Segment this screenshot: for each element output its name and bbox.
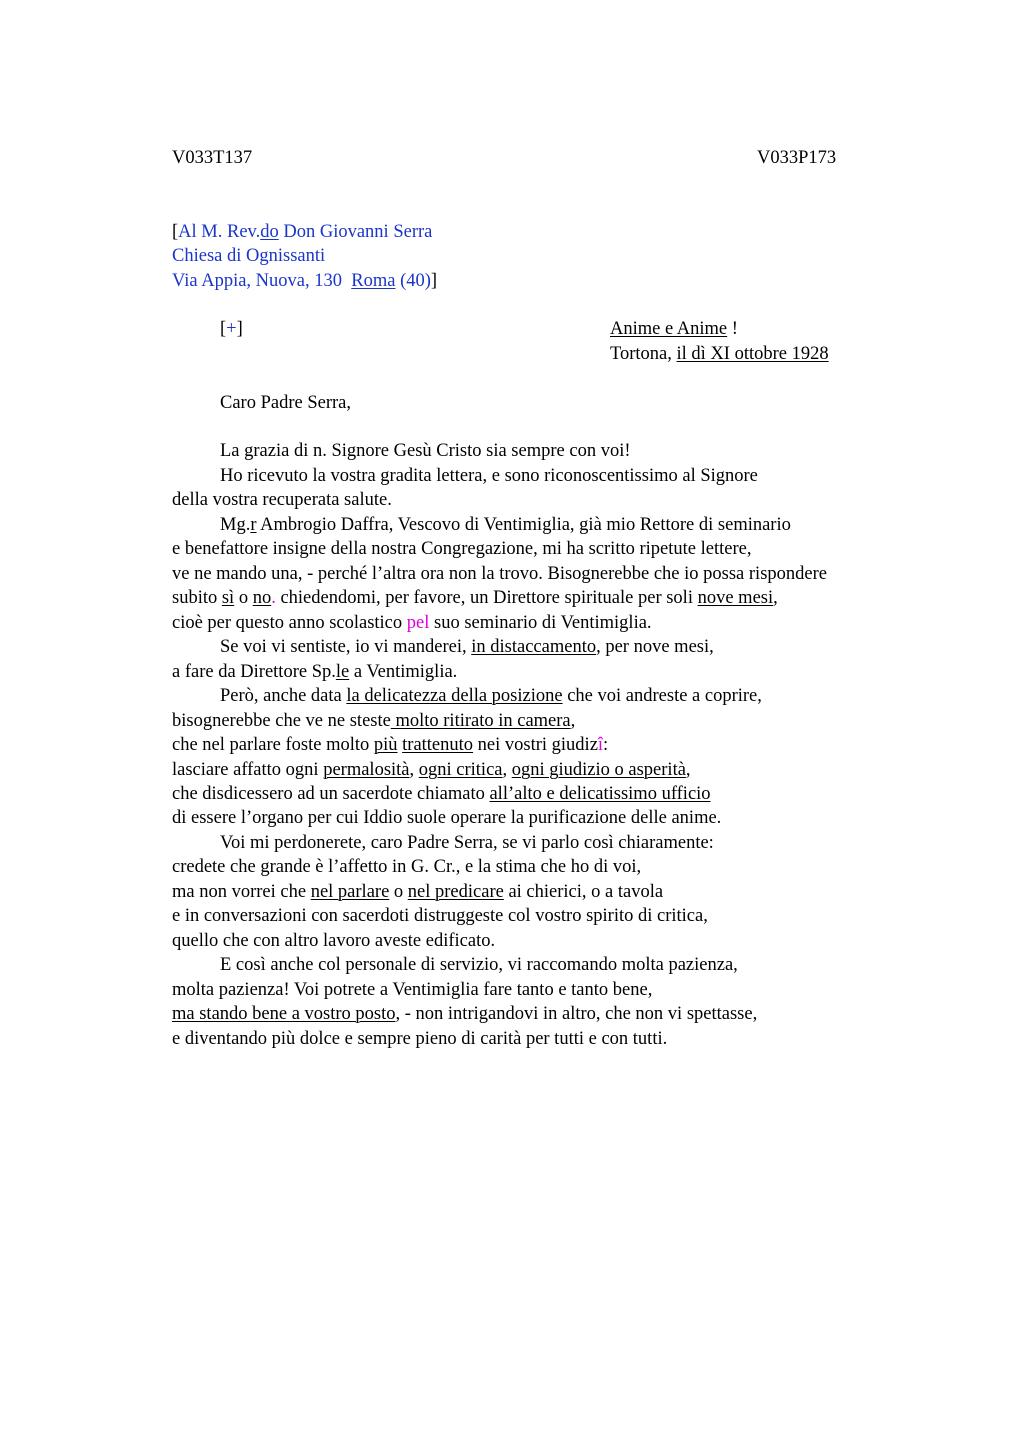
address-line-1: [Al M. Rev.do Don Giovanni Serra [172,222,433,242]
body-line: della vostra recuperata salute. [172,490,392,510]
salutation: Caro Padre Serra, [220,393,351,413]
address-line-3: Via Appia, Nuova, 130 Roma (40)] [172,271,438,291]
body-line: Se voi vi sentiste, io vi manderei, in distaccamento, per nove mesi, [220,637,714,657]
cross-mark: [+] [220,319,243,339]
body-line: e in conversazioni con sacerdoti distruggeste col vostro spirito di critica, [172,906,708,926]
motto: Anime e Anime ! [610,319,738,339]
body-line: bisognerebbe che ve ne steste molto ritirato in camera, [172,711,576,731]
address-line-2: Chiesa di Ognissanti [172,246,326,266]
body-line: cioè per questo anno scolastico pel suo seminario di Ventimiglia. [172,613,652,633]
body-line: che disdicessero ad un sacerdote chiamato all’alto e delicatissimo ufficio [172,784,711,804]
header-left-code: V033T137 [172,148,253,168]
body-line: di essere l’organo per cui Iddio suole operare la purificazione delle anime. [172,808,722,828]
place-date: Tortona, il dì XI ottobre 1928 [610,344,829,364]
body-line: e benefattore insigne della nostra Congregazione, mi ha scritto ripetute lettere, [172,539,752,559]
body-line: quello che con altro lavoro aveste edificato. [172,931,496,951]
body-line: subito sì o no. chiedendomi, per favore, un Direttore spirituale per soli nove mesi, [172,588,778,608]
body-line: credete che grande è l’affetto in G. Cr., e la stima che ho di voi, [172,857,642,877]
body-line: a fare da Direttore Sp.le a Ventimiglia. [172,662,458,682]
body-line: e diventando più dolce e sempre pieno di carità per tutti e con tutti. [172,1029,668,1049]
body-line: ve ne mando una, - perché l’altra ora non la trovo. Bisognerebbe che io possa rispondere [172,564,827,584]
header-right-code: V033P173 [757,148,837,168]
body-line: ma non vorrei che nel parlare o nel predicare ai chierici, o a tavola [172,882,664,902]
body-line: Però, anche data la delicatezza della posizione che voi andreste a coprire, [220,686,762,706]
body-line: lasciare affatto ogni permalosità, ogni critica, ogni giudizio o asperità, [172,760,691,780]
body-line: Mg.r Ambrogio Daffra, Vescovo di Ventimiglia, già mio Rettore di seminario [220,515,791,535]
body-line: Voi mi perdonerete, caro Padre Serra, se vi parlo così chiaramente: [220,833,714,853]
body-line: ma stando bene a vostro posto, - non intrigandovi in altro, che non vi spettasse, [172,1004,758,1024]
body-line: La grazia di n. Signore Gesù Cristo sia sempre con voi! [220,441,631,461]
body-line: molta pazienza! Voi potrete a Ventimiglia fare tanto e tanto bene, [172,980,653,1000]
body-line: che nel parlare foste molto più trattenuto nei vostri giudizî: [172,735,609,755]
body-line: Ho ricevuto la vostra gradita lettera, e sono riconoscentissimo al Signore [220,466,758,486]
body-line: E così anche col personale di servizio, vi raccomando molta pazienza, [220,955,738,975]
